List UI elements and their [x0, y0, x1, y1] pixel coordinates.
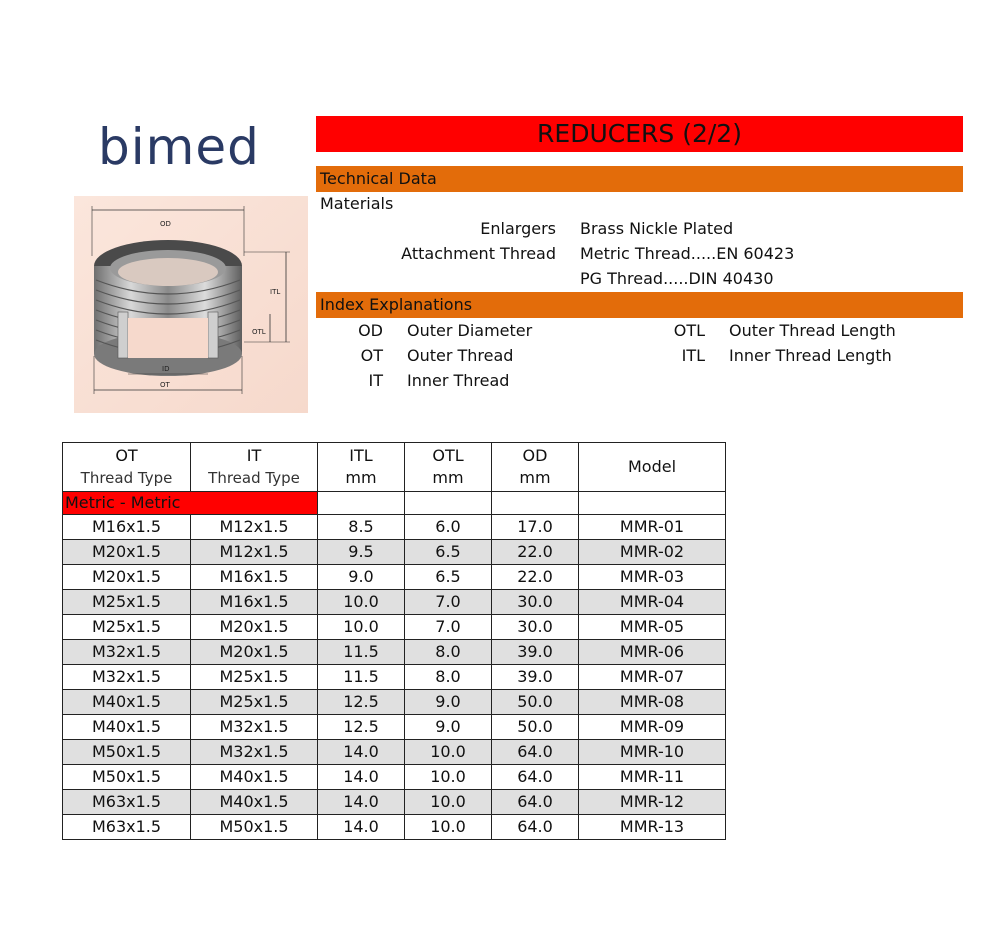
bimed-logo: bimed	[98, 118, 260, 176]
cell-it: M25x1.5	[191, 690, 318, 715]
table-row	[63, 640, 726, 665]
cell-od: 50.0	[492, 715, 579, 740]
cell-model: MMR-07	[579, 665, 726, 690]
reducer-illustration	[74, 196, 308, 413]
cell-itl: 11.5	[318, 665, 405, 690]
cell-itl: 14.0	[318, 740, 405, 765]
cell-otl: 7.0	[405, 615, 492, 640]
figure-label-itl: ITL	[270, 288, 281, 296]
cell-itl: 12.5	[318, 690, 405, 715]
cell-otl: 9.0	[405, 715, 492, 740]
index-text-od: Outer Diameter	[407, 321, 533, 340]
cell-it: M50x1.5	[191, 815, 318, 840]
cell-itl: 9.5	[318, 540, 405, 565]
cell-it: M32x1.5	[191, 740, 318, 765]
spec-label-enlargers: Enlargers	[480, 219, 556, 238]
index-explanations-heading: Index Explanations	[316, 292, 963, 318]
spec-value-metric-thread: Metric Thread.....EN 60423	[580, 244, 795, 263]
table-row	[63, 565, 726, 590]
index-text-it: Inner Thread	[407, 371, 510, 390]
reducer-table	[62, 442, 726, 840]
cell-it: M16x1.5	[191, 590, 318, 615]
cell-ot: M63x1.5	[63, 815, 191, 840]
figure-label-od: OD	[160, 220, 171, 228]
cell-ot: M20x1.5	[63, 565, 191, 590]
table-row	[63, 715, 726, 740]
cell-ot: M40x1.5	[63, 690, 191, 715]
table-row	[63, 690, 726, 715]
cell-model: MMR-11	[579, 765, 726, 790]
header-od: OD mm	[492, 443, 579, 492]
header-itl: ITL mm	[318, 443, 405, 492]
cell-otl: 7.0	[405, 590, 492, 615]
cell-model: MMR-05	[579, 615, 726, 640]
figure-label-id: ID	[162, 365, 170, 373]
cell-model: MMR-06	[579, 640, 726, 665]
table-row	[63, 515, 726, 540]
cell-ot: M32x1.5	[63, 640, 191, 665]
cell-it: M40x1.5	[191, 790, 318, 815]
index-code-od: OD	[358, 321, 383, 340]
table-row	[63, 665, 726, 690]
spec-value-pg-thread: PG Thread.....DIN 40430	[580, 269, 774, 288]
cell-ot: M50x1.5	[63, 765, 191, 790]
cell-od: 39.0	[492, 665, 579, 690]
cell-otl: 8.0	[405, 665, 492, 690]
cell-ot: M25x1.5	[63, 590, 191, 615]
cell-od: 64.0	[492, 790, 579, 815]
index-text-otl: Outer Thread Length	[729, 321, 896, 340]
cell-model: MMR-12	[579, 790, 726, 815]
cell-model: MMR-01	[579, 515, 726, 540]
cell-model: MMR-03	[579, 565, 726, 590]
cell-otl: 10.0	[405, 790, 492, 815]
cell-otl: 10.0	[405, 765, 492, 790]
cell-itl: 10.0	[318, 615, 405, 640]
cell-it: M32x1.5	[191, 715, 318, 740]
cell-od: 64.0	[492, 815, 579, 840]
cell-model: MMR-09	[579, 715, 726, 740]
cell-it: M12x1.5	[191, 515, 318, 540]
cell-ot: M40x1.5	[63, 715, 191, 740]
cell-od: 17.0	[492, 515, 579, 540]
cell-od: 64.0	[492, 740, 579, 765]
cell-ot: M32x1.5	[63, 665, 191, 690]
cell-ot: M20x1.5	[63, 540, 191, 565]
table-header-row	[63, 443, 726, 492]
cell-ot: M50x1.5	[63, 740, 191, 765]
cell-it: M40x1.5	[191, 765, 318, 790]
index-code-it: IT	[368, 371, 383, 390]
cell-it: M16x1.5	[191, 565, 318, 590]
header-model: Model	[579, 443, 726, 492]
cell-itl: 14.0	[318, 765, 405, 790]
cell-model: MMR-02	[579, 540, 726, 565]
table-row	[63, 740, 726, 765]
cell-otl: 9.0	[405, 690, 492, 715]
cell-od: 22.0	[492, 565, 579, 590]
group-label-metric-metric: Metric - Metric	[63, 492, 318, 515]
table-row	[63, 790, 726, 815]
figure-label-ot: OT	[160, 381, 170, 389]
technical-data-heading: Technical Data	[316, 166, 963, 192]
figure-label-otl: OTL	[252, 328, 266, 336]
cell-otl: 8.0	[405, 640, 492, 665]
cell-otl: 6.5	[405, 565, 492, 590]
cell-od: 30.0	[492, 615, 579, 640]
cell-ot: M16x1.5	[63, 515, 191, 540]
spec-value-enlargers: Brass Nickle Plated	[580, 219, 734, 238]
cell-model: MMR-04	[579, 590, 726, 615]
cell-otl: 10.0	[405, 740, 492, 765]
cell-it: M20x1.5	[191, 615, 318, 640]
cell-model: MMR-13	[579, 815, 726, 840]
cell-itl: 8.5	[318, 515, 405, 540]
table-row	[63, 590, 726, 615]
index-text-ot: Outer Thread	[407, 346, 514, 365]
cell-itl: 14.0	[318, 790, 405, 815]
table-row	[63, 765, 726, 790]
cell-otl: 10.0	[405, 815, 492, 840]
header-ot: OT Thread Type	[63, 443, 191, 492]
table-row	[63, 815, 726, 840]
cell-itl: 12.5	[318, 715, 405, 740]
page-title: REDUCERS (2/2)	[316, 116, 963, 152]
cell-od: 64.0	[492, 765, 579, 790]
cell-otl: 6.5	[405, 540, 492, 565]
cell-model: MMR-08	[579, 690, 726, 715]
cell-it: M12x1.5	[191, 540, 318, 565]
header-it: IT Thread Type	[191, 443, 318, 492]
cell-itl: 14.0	[318, 815, 405, 840]
index-code-itl: ITL	[681, 346, 705, 365]
table-row	[63, 540, 726, 565]
cell-od: 22.0	[492, 540, 579, 565]
cell-otl: 6.0	[405, 515, 492, 540]
cell-od: 50.0	[492, 690, 579, 715]
cell-itl: 11.5	[318, 640, 405, 665]
index-code-ot: OT	[360, 346, 383, 365]
cell-ot: M25x1.5	[63, 615, 191, 640]
table-row	[63, 615, 726, 640]
spec-label-attachment-thread: Attachment Thread	[401, 244, 556, 263]
cell-model: MMR-10	[579, 740, 726, 765]
cell-it: M25x1.5	[191, 665, 318, 690]
cell-od: 30.0	[492, 590, 579, 615]
group-row	[63, 492, 726, 515]
index-text-itl: Inner Thread Length	[729, 346, 892, 365]
header-otl: OTL mm	[405, 443, 492, 492]
cell-it: M20x1.5	[191, 640, 318, 665]
cell-itl: 10.0	[318, 590, 405, 615]
cell-itl: 9.0	[318, 565, 405, 590]
materials-label: Materials	[320, 194, 394, 213]
index-code-otl: OTL	[673, 321, 705, 340]
cell-ot: M63x1.5	[63, 790, 191, 815]
cell-od: 39.0	[492, 640, 579, 665]
